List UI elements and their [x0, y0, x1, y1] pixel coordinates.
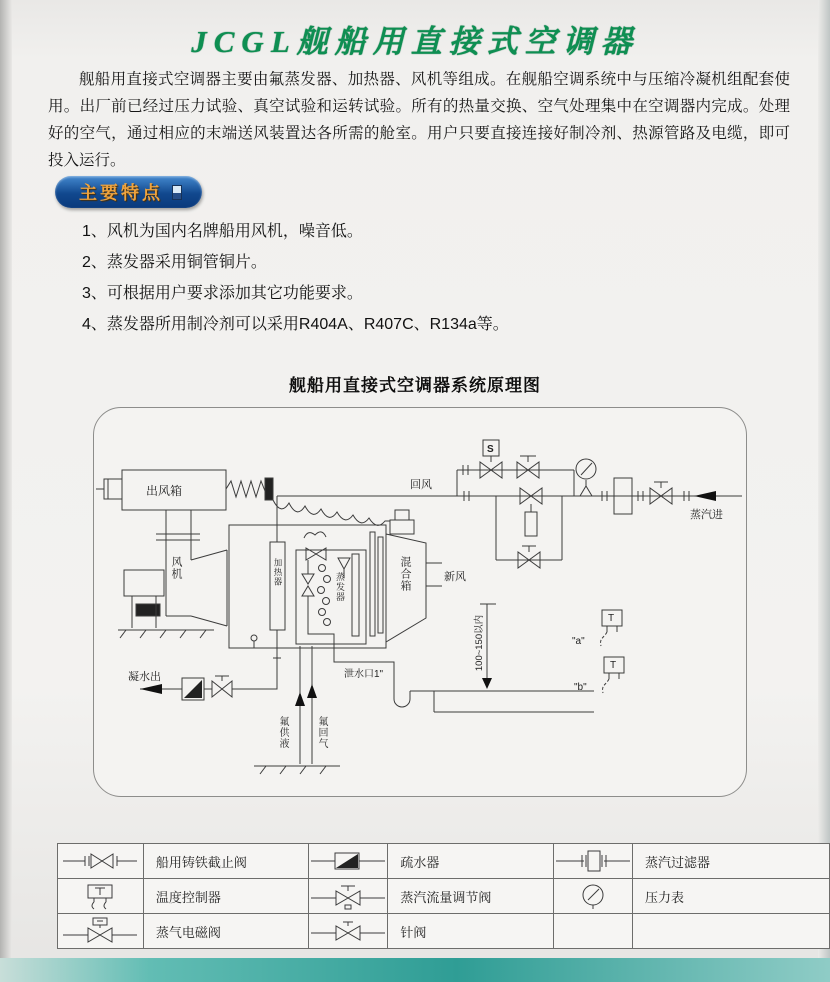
legend-label: 疏水器 [388, 844, 554, 879]
thermostat-letter-b: T [610, 660, 617, 671]
legend-symbol-cell-empty [553, 914, 632, 949]
footer-teal-band [0, 958, 830, 982]
legend-label: 蒸汽过滤器 [632, 844, 829, 879]
legend-label: 蒸汽流量调节阀 [388, 879, 554, 914]
mixing-box-label: 混合箱 [399, 556, 411, 592]
outlet-box-label: 出风箱 [146, 484, 183, 498]
pressure-gauge-icon [554, 882, 632, 910]
legend-row [58, 844, 830, 879]
spring-connector [226, 478, 273, 500]
drain-port-label: 泄水口1" [344, 669, 384, 680]
solenoid-letter: S [487, 444, 494, 455]
diagram-title: 舰船用直接式空调器系统原理图 [289, 376, 541, 395]
needle-valve-icon [309, 917, 387, 945]
legend-symbol-cell [309, 914, 388, 949]
probe-b-label: "b" [574, 682, 587, 693]
legend-label: 压力表 [632, 879, 829, 914]
features-list [82, 222, 702, 346]
condensate-drain [140, 630, 281, 700]
steam-flow-regulating-valve [464, 488, 542, 536]
freon-liquid-label: 氟供液 [277, 716, 288, 749]
legend-symbol-cell [309, 879, 388, 914]
features-badge [55, 176, 202, 208]
steam-in-label: 蒸汽进 [690, 509, 723, 521]
schematic-linework [94, 408, 746, 796]
steam-flow-regulating-valve-icon [309, 882, 387, 910]
page-right-edge [818, 0, 830, 982]
legend-label: 温度控制器 [143, 879, 309, 914]
system-schematic-diagram [93, 407, 747, 797]
legend-row [58, 879, 830, 914]
page-left-edge [0, 0, 12, 982]
legend-symbol-cell [553, 879, 632, 914]
thermostat-letter-a: T [608, 613, 615, 624]
symbol-legend-table [57, 843, 830, 949]
steam-filter-icon [554, 847, 632, 875]
page-title: JCGL舰船用直接式空调器 [191, 24, 639, 59]
freon-gas-label: 氟回气 [316, 716, 327, 749]
legend-symbol-cell [309, 844, 388, 879]
fan-cone [191, 550, 227, 626]
legend-symbol-cell [58, 914, 144, 949]
features-badge-label: 主要特点 [79, 183, 163, 203]
refrigerant-pipes [254, 646, 340, 774]
drain-line [334, 648, 594, 712]
legend-label: 蒸气电磁阀 [143, 914, 309, 949]
intro-paragraph: 舰船用直接式空调器主要由氟蒸发器、加热器、风机等组成。在舰船空调系统中与压缩冷凝机组配套使用。出厂前已经过压力试验、真空试验和运转试验。所有的热量交换、空气处理集中在空调器内完成。处理好的空气，通过相应的末端送风装置达各所需的舱室。用户只要直接连接好制冷剂、热源管路及电缆，即可投入运行。 [48, 71, 790, 169]
steam-bypass-lower [496, 496, 562, 568]
pressure-gauge-assembly [576, 459, 596, 496]
legend-symbol-cell [58, 844, 144, 879]
legend-row [58, 914, 830, 949]
legend-label-empty [632, 914, 829, 949]
feature-item: 4、蒸发器所用制冷剂可以采用R404A、R407C、R134a等。 [82, 316, 509, 333]
evaporator-label: 蒸发器 [335, 572, 345, 602]
feature-item: 1、风机为国内名牌船用风机，噪音低。 [82, 223, 363, 240]
steam-solenoid-valve-icon [61, 917, 139, 945]
stop-valve-icon [61, 847, 139, 875]
fan-label: 风机 [170, 556, 182, 580]
fresh-air-label: 新风 [444, 571, 466, 583]
steam-bypass-upper [457, 440, 574, 496]
legend-symbol-cell [553, 844, 632, 879]
trap-height-label: 100~150以内 [474, 614, 485, 672]
evaporator-section [296, 532, 366, 648]
probe-a-label: "a" [572, 636, 585, 647]
heater-label: 加热器 [273, 558, 283, 587]
temperature-controller-icon [61, 882, 139, 910]
legend-label: 船用铸铁截止阀 [143, 844, 309, 879]
sensor-port [251, 635, 257, 641]
steam-trap-icon [309, 847, 387, 875]
flexible-duct [273, 500, 390, 525]
feature-item: 2、蒸发器采用铜管铜片。 [82, 254, 267, 271]
return-air-label: 回风 [410, 479, 432, 491]
badge-deco-icon [172, 185, 182, 200]
legend-symbol-cell [58, 879, 144, 914]
condensate-out-label: 凝水出 [128, 671, 161, 683]
feature-item: 3、可根据用户要求添加其它功能要求。 [82, 285, 363, 302]
legend-label: 针阀 [388, 914, 554, 949]
